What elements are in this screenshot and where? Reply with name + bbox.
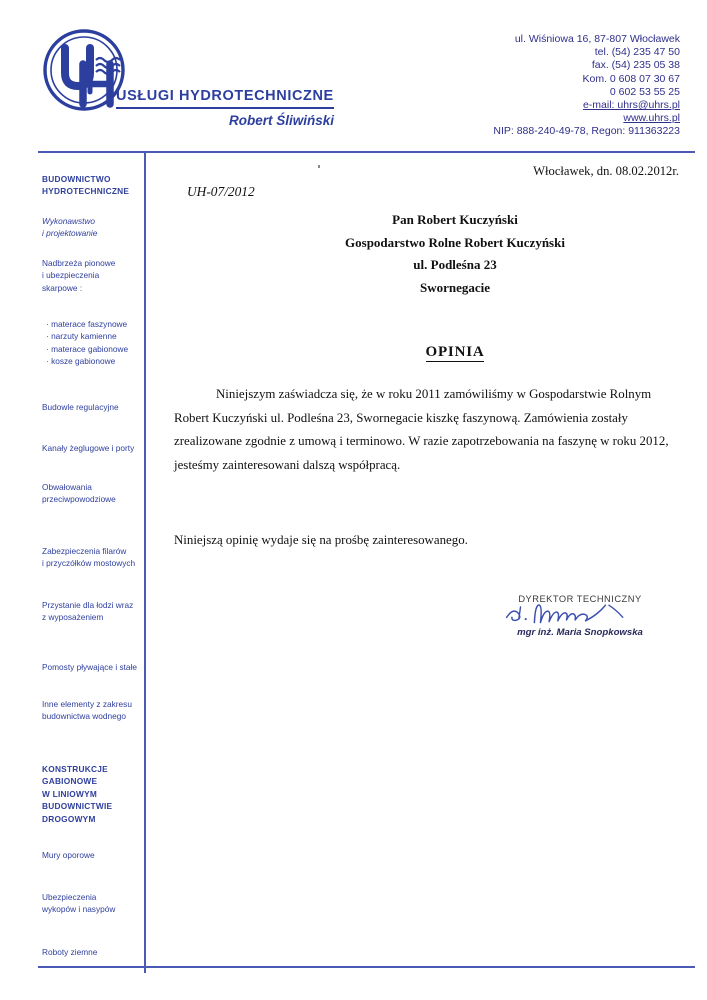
handwritten-signature-icon	[498, 600, 663, 626]
owner-name: Robert Śliwiński	[228, 113, 334, 128]
sidebar-line: i przyczółków mostowych	[42, 558, 136, 569]
sidebar-item-roboty-ziemne	[42, 946, 146, 958]
sidebar-bullet: · materace gabionowe	[46, 343, 129, 354]
letter-body	[145, 151, 695, 967]
sidebar-line: przeciwpowodziowe	[42, 494, 116, 505]
contact-details	[493, 33, 680, 139]
sidebar-line: wykopów i nasypów	[42, 904, 116, 915]
signature-block	[485, 594, 675, 638]
signatory-name: mgr inż. Maria Snopkowska	[517, 627, 643, 638]
contact-nip-regon: NIP: 888-240-49-78, Regon: 911363223	[493, 125, 680, 138]
signatory-title: DYREKTOR TECHNICZNY	[518, 594, 642, 604]
contact-tel: tel. (54) 235 47 50	[594, 46, 680, 59]
sidebar-item-kanaly-zeglugowe-i-porty	[42, 442, 146, 454]
contact-address: ul. Wiśniowa 16, 87-807 Włocławek	[514, 33, 680, 45]
sidebar-bullet: · kosze gabionowe	[46, 356, 116, 367]
services-sidebar	[38, 151, 144, 967]
sidebar-line: Pomosty pływające i stałe	[42, 662, 137, 672]
addressee-line: ul. Podleśna 23	[413, 257, 497, 272]
sidebar-item-wykonawstwo-i-projektowanie	[42, 215, 146, 240]
sidebar-line: Inne elementy z zakresu	[42, 699, 132, 709]
body-paragraph-1	[174, 383, 674, 477]
sidebar-line: KONSTRUKCJE	[42, 764, 108, 774]
sidebar-line: GABIONOWE	[42, 776, 98, 787]
sidebar-line: DROGOWYM	[42, 813, 96, 824]
document-title-text: OPINIA	[425, 344, 485, 360]
document-title	[245, 343, 665, 361]
reference-number: UH-07/2012	[187, 184, 255, 199]
sidebar-line: BUDOWNICTWIE	[42, 801, 113, 812]
place-and-date: Włocławek, dn. 08.02.2012r.	[533, 164, 679, 178]
sidebar-item-inne-elementy	[42, 698, 146, 723]
sidebar-item-materialy-lista	[42, 318, 146, 368]
sidebar-item-budowle-regulacyjne	[42, 401, 146, 413]
letterhead	[0, 0, 707, 150]
sidebar-item-przystanie-dla-lodzi	[42, 599, 146, 624]
contact-website-link[interactable]: www.uhrs.pl	[623, 112, 680, 125]
sidebar-line: i ubezpieczenia	[42, 270, 100, 281]
sidebar-line: budownictwa wodnego	[42, 711, 126, 722]
sidebar-bullet: · materace faszynowe	[46, 319, 128, 329]
sidebar-bullet: · narzuty kamienne	[46, 331, 117, 342]
sidebar-line: Kanały żeglugowe i porty	[42, 443, 135, 453]
sidebar-line: z wyposażeniem	[42, 612, 104, 623]
contact-mobile-2: 0 602 53 55 25	[609, 85, 680, 98]
sidebar-line: HYDROTECHNICZNE	[42, 186, 130, 197]
sidebar-line: Mury oporowe	[42, 850, 95, 860]
sidebar-line: Obwałowania	[42, 482, 92, 492]
contact-email-link[interactable]: e-mail: uhrs@uhrs.pl	[582, 99, 680, 112]
sidebar-item-pomosty-plywajace-i-stale	[42, 661, 146, 673]
sidebar-item-mury-oporowe	[42, 849, 146, 861]
contact-mobile-1: Kom. 0 608 07 30 67	[582, 72, 680, 85]
sidebar-line: Wykonawstwo	[42, 216, 96, 226]
addressee-line: Swornegacie	[419, 279, 491, 295]
addressee-line: Gospodarstwo Rolne Robert Kuczyński	[345, 234, 565, 250]
sidebar-line: skarpowe :	[42, 282, 83, 293]
sidebar-line: Nadbrzeża pionowe	[42, 258, 116, 268]
company-logo-block	[38, 26, 368, 138]
sidebar-line: BUDOWNICTWO	[42, 174, 111, 184]
brand-text	[116, 88, 368, 128]
sidebar-item-budownictwo-hydrotechniczne	[42, 173, 146, 198]
sidebar-line: Ubezpieczenia	[42, 892, 97, 902]
sidebar-line: W LINIOWYM	[42, 788, 98, 799]
sidebar-item-nadbrzeza-pionowe	[42, 257, 146, 294]
contact-fax: fax. (54) 235 05 38	[591, 59, 680, 72]
sidebar-line: i projektowanie	[42, 228, 98, 239]
sidebar-item-obwalowania-przeciwpowodziowe	[42, 481, 146, 506]
sidebar-item-zabezpieczenia-filarow	[42, 545, 146, 570]
sidebar-line: Budowle regulacyjne	[42, 402, 119, 412]
sidebar-item-konstrukcje-gabionowe	[42, 763, 146, 825]
addressee-line: Pan Robert Kuczyński	[392, 212, 518, 227]
company-name: USŁUGI HYDROTECHNICZNE	[116, 88, 334, 104]
body-paragraph-2: Niniejszą opinię wydaje się na prośbę zainteresowanego.	[174, 533, 468, 547]
addressee-block	[245, 209, 665, 299]
sidebar-item-ubezpieczenia-wykopow	[42, 891, 146, 916]
sidebar-line: Roboty ziemne	[42, 947, 98, 957]
brand-underline	[116, 107, 334, 109]
sidebar-line: Zabezpieczenia filarów	[42, 546, 127, 556]
sidebar-line: Przystanie dla łodzi wraz	[42, 600, 134, 610]
body-paragraph-1-text: Niniejszym zaświadcza się, że w roku 2011 zamówiliśmy w Gospodarstwie Rolnym Robert Kuczyński ul. Podleśna 23, Swornegacie kiszkę faszynową. Zamówienia zostały zrealizowane zgodnie z umową i terminowo. W razie zapotrzebowania na faszynę w roku 2012, jesteśmy zainteresowani dalszą współpracą.	[174, 387, 669, 472]
